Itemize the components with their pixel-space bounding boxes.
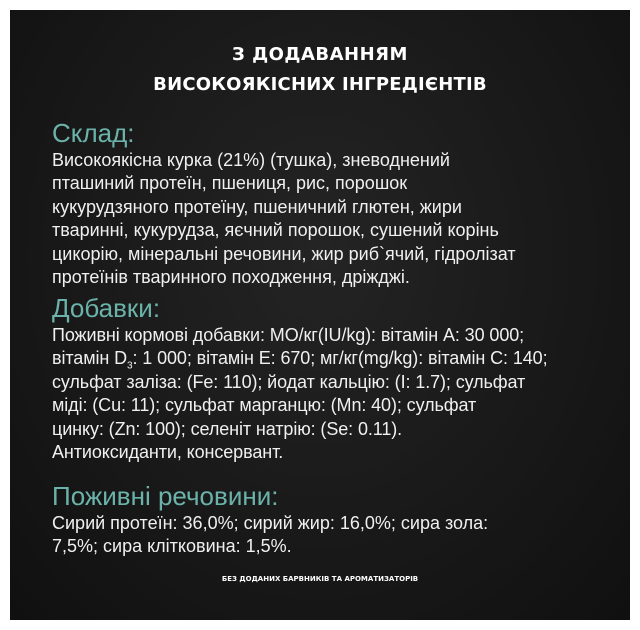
nutrients-line: Сирий протеїн: 36,0%; сирий жир: 16,0%; сира зола: <box>52 513 489 533</box>
additives-line: Поживні кормові добавки: МО/кг(IU/kg): вітамін А: 30 000; <box>52 325 525 345</box>
header-line2: ВИСОКОЯКІСНИХ ІНГРЕДІЄНТІВ <box>153 74 487 95</box>
additives-line2-sub: 3 <box>127 361 133 372</box>
footer-statement: БЕЗ ДОДАНИХ БАРВНИКІВ ТА АРОМАТИЗАТОРІВ <box>221 575 419 583</box>
additives-text <box>52 324 612 464</box>
composition-line: кукурудзяного протеїну, пшеничний глютен, жири <box>52 196 462 217</box>
composition-line: тваринні, кукурудза, яєчний порошок, сушений корінь <box>52 220 499 241</box>
header-line1: З ДОДАВАННЯМ <box>232 44 408 65</box>
additives-title: Добавки: <box>52 293 161 323</box>
composition-line: цикорію, мінеральні речовини, жир риб`ячий, гідролізат <box>52 243 516 264</box>
additives-line: Антиоксиданти, консервант. <box>52 442 284 463</box>
additives-line2-post: : 1 000; вітамін Е: 670; мг/кг(mg/kg): вітамін С: 140; <box>132 348 548 369</box>
label-panel <box>10 10 630 620</box>
nutrients-line: 7,5%; сира клітковина: 1,5%. <box>52 536 292 557</box>
additives-line: міді: (Cu: 11); сульфат марганцю: (Mn: 40); сульфат <box>52 395 477 416</box>
composition-text <box>52 149 612 289</box>
composition-line: пташиний протеїн, пшениця, рис, порошок <box>52 173 408 194</box>
additives-line: цинку: (Zn: 100); селеніт натрію: (Se: 0.11). <box>52 418 403 439</box>
composition-title: Склад: <box>52 118 135 148</box>
additives-line-vitamin-d <box>52 347 612 370</box>
nutrients-title: Поживні речовини: <box>52 481 279 511</box>
composition-line: протеїнів тваринного походження, дріжджі. <box>52 267 410 288</box>
additives-line: сульфат заліза: (Fe: 110); йодат кальцію: (I: 1.7); сульфат <box>52 371 526 392</box>
composition-line: Високоякісна курка (21%) (тушка), зневоднений <box>52 150 450 170</box>
additives-line2-pre: вітамін D <box>52 348 128 369</box>
nutrients-text <box>52 512 612 559</box>
